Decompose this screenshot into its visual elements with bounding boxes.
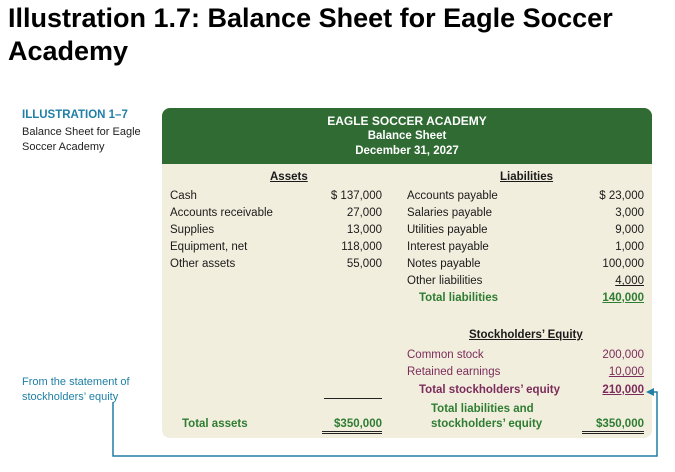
liability-amount: 3,000 <box>615 207 644 219</box>
illustration-label: ILLUSTRATION 1–7 <box>22 109 128 121</box>
statement-name: Balance Sheet <box>367 130 447 142</box>
equity-label: Retained earnings <box>407 366 501 378</box>
callout-line <box>113 392 657 456</box>
asset-amount: 55,000 <box>346 258 382 270</box>
equity-amount: 10,000 <box>608 366 644 378</box>
liability-amount: 1,000 <box>615 241 644 253</box>
arrow-left-icon <box>646 388 654 396</box>
liability-label: Interest payable <box>407 241 489 253</box>
company-name: EAGLE SOCCER ACADEMY <box>327 114 487 128</box>
asset-amount: 118,000 <box>341 241 382 253</box>
asset-amount: 13,000 <box>346 224 382 236</box>
grand-total-label-line2: stockholders’ equity <box>431 418 543 430</box>
liability-amount: $ 23,000 <box>599 190 644 202</box>
total-liabilities-amount: 140,000 <box>602 292 644 304</box>
total-equity-amount: 210,000 <box>602 384 644 396</box>
callout-note: From the statement of stockholders’ equity <box>22 376 130 403</box>
total-assets-label: Total assets <box>182 418 248 430</box>
page-title: Illustration 1.7: Balance Sheet for Eagle Soccer Academy <box>8 3 613 66</box>
asset-amount: $ 137,000 <box>330 190 382 202</box>
total-equity-label: Total stockholders’ equity <box>419 384 561 396</box>
grand-total-label-line1: Total liabilities and <box>431 403 534 415</box>
liability-amount: 9,000 <box>615 224 644 236</box>
asset-label: Cash <box>170 190 197 202</box>
asset-amount: 27,000 <box>346 207 382 219</box>
liability-label: Accounts payable <box>407 190 498 202</box>
equity-heading: Stockholders’ Equity <box>469 329 583 341</box>
grand-total-amount: $350,000 <box>582 417 644 434</box>
total-liabilities-label: Total liabilities <box>419 292 499 304</box>
total-assets-amount: $350,000 <box>322 417 382 434</box>
illustration-caption: Balance Sheet for Eagle Soccer Academy <box>22 126 141 153</box>
liability-label: Notes payable <box>407 258 481 270</box>
liability-label: Other liabilities <box>407 275 483 287</box>
liability-amount: 100,000 <box>602 258 644 270</box>
equity-amount: 200,000 <box>602 349 644 361</box>
liabilities-heading: Liabilities <box>500 171 554 183</box>
asset-label: Supplies <box>170 224 215 236</box>
asset-label: Other assets <box>170 258 236 270</box>
liability-label: Salaries payable <box>407 207 493 219</box>
liability-label: Utilities payable <box>407 224 488 236</box>
assets-heading: Assets <box>270 171 308 183</box>
asset-label: Equipment, net <box>170 241 248 253</box>
equity-label: Common stock <box>407 349 484 361</box>
asset-label: Accounts receivable <box>170 207 273 219</box>
liability-amount: 4,000 <box>615 275 644 287</box>
statement-date: December 31, 2027 <box>355 145 459 157</box>
